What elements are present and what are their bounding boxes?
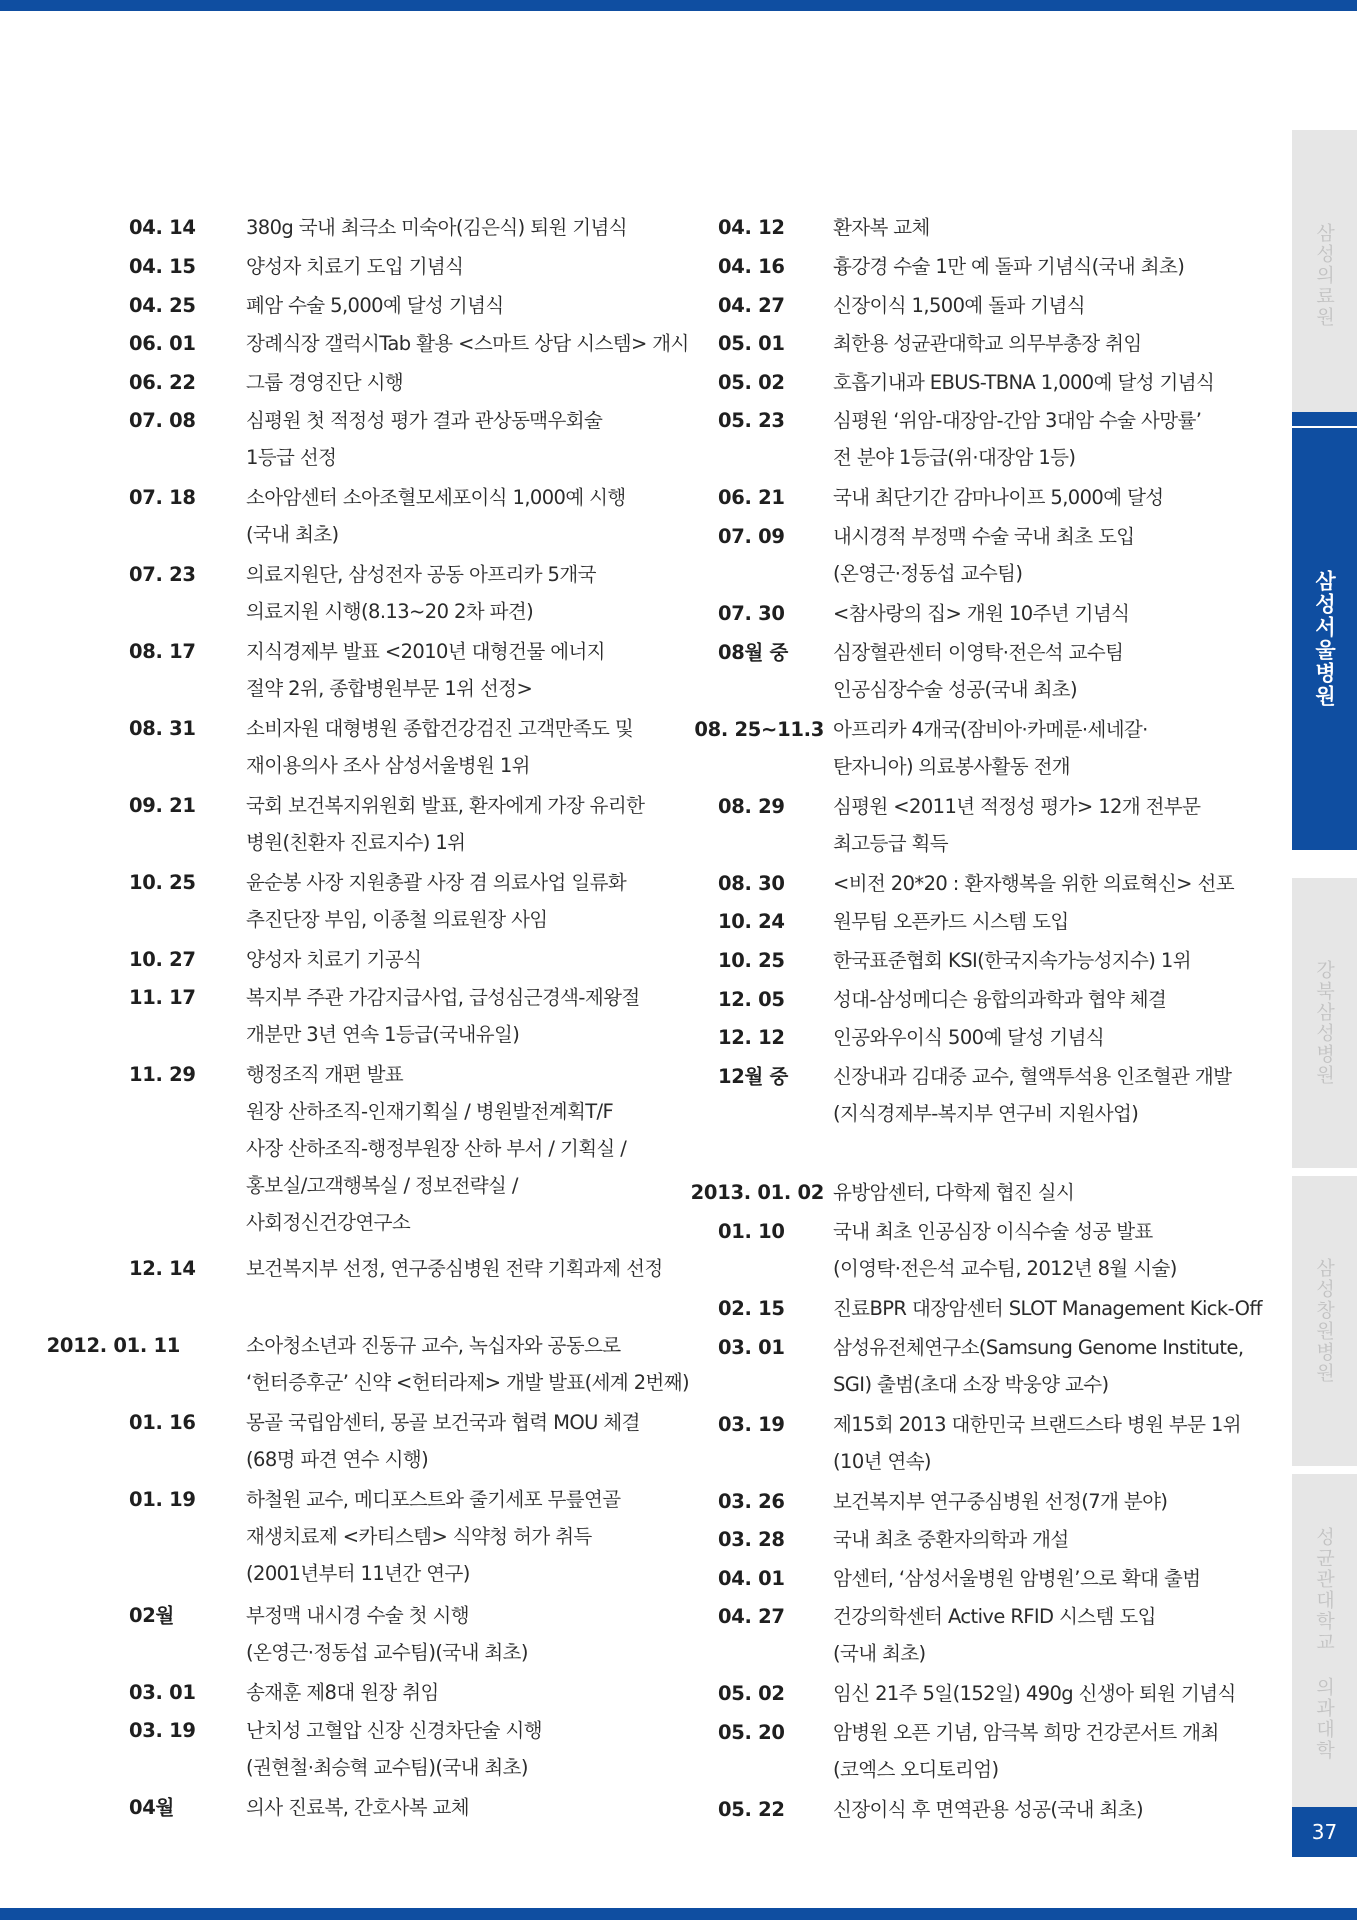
entry-date: 03. 28 — [718, 1528, 785, 1551]
entry-line: (68명 파견 연수 시행) — [246, 1448, 429, 1471]
entry-description — [246, 979, 656, 1053]
entry-line: (국내 최초) — [833, 1642, 926, 1665]
entry-line: 1등급 선정 — [246, 446, 337, 469]
entry-date: 11. 17 — [129, 986, 196, 1009]
entry-line: 환자복 교체 — [833, 216, 930, 239]
entry-date: 04. 27 — [718, 294, 785, 317]
entry-date: 05. 23 — [718, 409, 785, 432]
entry-line: 양성자 치료기 기공식 — [246, 948, 422, 971]
entry-date: 07. 18 — [129, 486, 196, 509]
entry-description — [833, 865, 1233, 902]
entry-line: 의료지원단, 삼성전자 공동 아프리카 5개국 — [246, 563, 596, 586]
entry-line: 암센터, ‘삼성서울병원 암병원’으로 확대 출범 — [833, 1567, 1201, 1590]
entry-description — [833, 788, 1233, 862]
entry-line: 심장혈관센터 이영탁·전은석 교수팀 — [833, 641, 1124, 664]
entry-date: 12. 12 — [718, 1026, 785, 1049]
entry-date: 04. 15 — [129, 255, 196, 278]
entry-date: 09. 21 — [129, 794, 196, 817]
entry-date: 08월 중 — [718, 641, 789, 664]
entry-line: 국내 최초 중환자의학과 개설 — [833, 1528, 1069, 1551]
entry-date: 05. 20 — [718, 1721, 785, 1744]
entry-date: 01. 19 — [129, 1488, 196, 1511]
entry-line: 재생치료제 <카티스템> 식약청 허가 취득 — [246, 1525, 592, 1548]
entry-line: 아프리카 4개국(잠비아·카메룬·세네갈· — [833, 718, 1148, 741]
entry-description — [246, 941, 656, 978]
entry-date: 05. 02 — [718, 371, 785, 394]
entry-line: 성대-삼성메디슨 융합의과학과 협약 체결 — [833, 988, 1167, 1011]
entry-description — [833, 364, 1233, 401]
entry-description — [833, 248, 1233, 285]
entry-date: 05. 02 — [718, 1682, 785, 1705]
entry-line: 암병원 오픈 기념, 암극복 희망 건강콘서트 개최 — [833, 1721, 1219, 1744]
entry-line: 복지부 주관 가감지급사업, 급성심근경색-제왕절 — [246, 986, 640, 1009]
entry-line: (10년 연속) — [833, 1450, 931, 1473]
entry-date: 01. 16 — [129, 1411, 196, 1434]
entry-description — [833, 1560, 1233, 1597]
entry-date: 2013. 01. 02 — [690, 1181, 824, 1204]
entry-date: 12. 05 — [718, 988, 785, 1011]
entry-description — [833, 1213, 1233, 1287]
entry-description — [246, 1481, 656, 1592]
entry-line: 재이용의사 조사 삼성서울병원 1위 — [246, 754, 530, 777]
bottom-accent-bar — [0, 1908, 1357, 1920]
entry-line: 그룹 경영진단 시행 — [246, 371, 404, 394]
entry-line: (권현철·최승혁 교수팀)(국내 최초) — [246, 1756, 528, 1779]
entry-date: 10. 27 — [129, 948, 196, 971]
entry-line: 보건복지부 선정, 연구중심병원 전략 기획과제 선정 — [246, 1257, 663, 1280]
top-accent-bar — [0, 0, 1357, 11]
entry-date: 03. 19 — [129, 1719, 196, 1742]
entry-description — [246, 1056, 656, 1241]
entry-description — [246, 209, 656, 246]
entry-description — [833, 325, 1233, 362]
entry-line: (코엑스 오디토리엄) — [833, 1758, 999, 1781]
entry-date: 08. 31 — [129, 717, 196, 740]
entry-line: 폐암 수술 5,000예 달성 기념식 — [246, 294, 504, 317]
entry-line: 보건복지부 연구중심병원 선정(7개 분야) — [833, 1490, 1168, 1513]
entry-description — [833, 903, 1233, 940]
entry-line: 홍보실/고객행복실 / 정보전략실 / — [246, 1174, 518, 1197]
entry-date: 03. 01 — [718, 1336, 785, 1359]
tab-1[interactable] — [1292, 130, 1357, 420]
entry-line: ‘헌터증후군’ 신약 <헌터라제> 개발 발표(세계 2번째) — [246, 1371, 689, 1394]
entry-description — [833, 1598, 1233, 1672]
entry-date: 10. 24 — [718, 910, 785, 933]
entry-description — [246, 787, 656, 861]
entry-date: 07. 30 — [718, 602, 785, 625]
entry-line: (국내 최초) — [246, 523, 339, 546]
entry-line: 신장내과 김대중 교수, 혈액투석용 인조혈관 개발 — [833, 1065, 1232, 1088]
entry-description — [246, 402, 656, 476]
tab-2[interactable] — [1292, 428, 1357, 850]
entry-line: 사회정신건강연구소 — [246, 1211, 411, 1234]
entry-line: 양성자 치료기 도입 기념식 — [246, 255, 464, 278]
entry-line: 전 분야 1등급(위·대장암 1등) — [833, 446, 1076, 469]
entry-date: 07. 23 — [129, 563, 196, 586]
entry-line: 윤순봉 사장 지원총괄 사장 겸 의료사업 일류화 — [246, 871, 627, 894]
entry-line: 원장 산하조직-인재기획실 / 병원발전계획T/F — [246, 1100, 614, 1123]
entry-line: <참사랑의 집> 개원 10주년 기념식 — [833, 602, 1130, 625]
entry-line: 지식경제부 발표 <2010년 대형건물 에너지 — [246, 640, 605, 663]
entry-description — [833, 1675, 1236, 1712]
entry-description — [833, 981, 1233, 1018]
entry-description — [833, 1290, 1262, 1327]
entry-description — [833, 1329, 1244, 1403]
entry-line: 난치성 고혈압 신장 신경차단술 시행 — [246, 1719, 542, 1742]
entry-description — [246, 1250, 663, 1287]
entry-line: 제15회 2013 대한민국 브랜드스타 병원 부문 1위 — [833, 1413, 1242, 1436]
tab-label: 삼성의료원 — [1313, 222, 1335, 328]
entry-description — [833, 402, 1233, 476]
entry-description — [246, 1597, 656, 1671]
entry-line: 의사 진료복, 간호사복 교체 — [246, 1796, 470, 1819]
entry-date: 06. 01 — [129, 332, 196, 355]
entry-description — [246, 287, 656, 324]
entry-line: 추진단장 부임, 이종철 의료원장 사임 — [246, 908, 548, 931]
entry-description — [833, 518, 1233, 592]
entry-date: 03. 01 — [129, 1681, 196, 1704]
entry-description — [833, 595, 1233, 632]
entry-date: 04. 25 — [129, 294, 196, 317]
tab-4[interactable] — [1292, 1176, 1357, 1466]
entry-line: SGI) 출범(초대 소장 박웅양 교수) — [833, 1373, 1109, 1396]
entry-line: (2001년부터 11년간 연구) — [246, 1562, 470, 1585]
entry-description — [246, 325, 689, 362]
entry-line: 신장이식 후 면역관용 성공(국내 최초) — [833, 1798, 1143, 1821]
entry-description — [833, 711, 1233, 785]
entry-line: 흉강경 수술 1만 예 돌파 기념식(국내 최초) — [833, 255, 1185, 278]
entry-description — [833, 287, 1233, 324]
entry-line: 380g 국내 최극소 미숙아(김은식) 퇴원 기념식 — [246, 216, 627, 239]
entry-line: 원무팀 오픈카드 시스템 도입 — [833, 910, 1069, 933]
entry-description — [246, 1789, 656, 1826]
entry-line: 송재훈 제8대 원장 취임 — [246, 1681, 439, 1704]
entry-line: <비전 20*20 : 환자행복을 위한 의료혁신> 선포 — [833, 872, 1234, 895]
entry-line: 인공심장수술 성공(국내 최초) — [833, 678, 1078, 701]
entry-line: 장례식장 갤럭시Tab 활용 <스마트 상담 시스템> 개시 — [246, 332, 689, 355]
entry-date: 05. 01 — [718, 332, 785, 355]
entry-description — [246, 710, 656, 784]
entry-line: 개분만 3년 연속 1등급(국내유일) — [246, 1023, 520, 1046]
tab-5[interactable] — [1292, 1474, 1357, 1814]
entry-line: 부정맥 내시경 수술 첫 시행 — [246, 1604, 470, 1627]
entry-date: 06. 21 — [718, 486, 785, 509]
entry-line: 한국표준협회 KSI(한국지속가능성지수) 1위 — [833, 949, 1191, 972]
entry-date: 04월 — [129, 1796, 175, 1819]
entry-date: 08. 17 — [129, 640, 196, 663]
entry-description — [833, 1058, 1233, 1132]
entry-date: 02월 — [129, 1604, 175, 1627]
entry-date: 08. 29 — [718, 795, 785, 818]
entry-description — [833, 1174, 1233, 1211]
tab-divider — [1292, 831, 1357, 845]
entry-line: 심평원 첫 적정성 평가 결과 관상동맥우회술 — [246, 409, 603, 432]
tab-label: 성균관대학교 의과대학 — [1313, 1527, 1335, 1761]
entry-line: (온영근·정동섭 교수팀) — [833, 562, 1023, 585]
tab-label: 삼성서울병원 — [1312, 570, 1337, 708]
entry-line: 건강의학센터 Active RFID 시스템 도입 — [833, 1605, 1156, 1628]
entry-line: 행정조직 개편 발표 — [246, 1063, 404, 1086]
entry-description — [833, 1483, 1233, 1520]
entry-line: 내시경적 부정맥 수술 국내 최초 도입 — [833, 525, 1135, 548]
entry-line: 인공와우이식 500예 달성 기념식 — [833, 1026, 1105, 1049]
entry-date: 07. 09 — [718, 525, 785, 548]
entry-description — [833, 209, 1233, 246]
entry-date: 12월 중 — [718, 1065, 789, 1088]
entry-line: 국회 보건복지위원회 발표, 환자에게 가장 유리한 — [246, 794, 645, 817]
entry-line: (이영탁·전은석 교수팀, 2012년 8월 시술) — [833, 1257, 1177, 1280]
tab-label: 삼성창원병원 — [1313, 1258, 1335, 1384]
entry-description — [833, 634, 1233, 708]
entry-line: 신장이식 1,500예 돌파 기념식 — [833, 294, 1085, 317]
entry-description — [246, 1674, 656, 1711]
entry-line: 임신 21주 5일(152일) 490g 신생아 퇴원 기념식 — [833, 1682, 1236, 1705]
entry-description — [833, 1019, 1233, 1056]
entry-line: 소아청소년과 진동규 교수, 녹십자와 공동으로 — [246, 1334, 621, 1357]
entry-date: 07. 08 — [129, 409, 196, 432]
entry-line: 최한용 성균관대학교 의무부총장 취임 — [833, 332, 1142, 355]
entry-line: 사장 산하조직-행정부원장 산하 부서 / 기획실 / — [246, 1137, 627, 1160]
entry-date: 08. 25~11.3 — [694, 718, 824, 741]
entry-line: 진료BPR 대장암센터 SLOT Management Kick-Off — [833, 1297, 1262, 1320]
entry-line: (지식경제부-복지부 연구비 지원사업) — [833, 1102, 1139, 1125]
entry-date: 10. 25 — [129, 871, 196, 894]
entry-description — [833, 1791, 1233, 1828]
entry-line: 의료지원 시행(8.13~20 2차 파견) — [246, 600, 534, 623]
entry-description — [246, 364, 656, 401]
entry-date: 04. 16 — [718, 255, 785, 278]
entry-line: 삼성유전체연구소(Samsung Genome Institute, — [833, 1336, 1244, 1359]
entry-date: 04. 01 — [718, 1567, 785, 1590]
entry-date: 03. 19 — [718, 1413, 785, 1436]
tab-label: 강북삼성병원 — [1313, 960, 1335, 1086]
entry-date: 01. 10 — [718, 1220, 785, 1243]
entry-description — [833, 479, 1233, 516]
entry-line: 유방암센터, 다학제 협진 실시 — [833, 1181, 1075, 1204]
entry-line: (온영근·정동섭 교수팀)(국내 최초) — [246, 1641, 528, 1664]
entry-description — [833, 1406, 1242, 1480]
entry-description — [246, 248, 656, 285]
entry-description — [246, 1404, 656, 1478]
entry-description — [833, 942, 1233, 979]
entry-date: 12. 14 — [129, 1257, 196, 1280]
entry-line: 하철원 교수, 메디포스트와 줄기세포 무릎연골 — [246, 1488, 621, 1511]
entry-line: 국내 최초 인공심장 이식수술 성공 발표 — [833, 1220, 1153, 1243]
entry-line: 심평원 <2011년 적정성 평가> 12개 전부문 — [833, 795, 1201, 818]
entry-description — [246, 556, 656, 630]
entry-line: 탄자니아) 의료봉사활동 전개 — [833, 755, 1071, 778]
entry-date: 05. 22 — [718, 1798, 785, 1821]
entry-line: 호흡기내과 EBUS-TBNA 1,000예 달성 기념식 — [833, 371, 1215, 394]
entry-line: 국내 최단기간 감마나이프 5,000예 달성 — [833, 486, 1164, 509]
entry-date: 08. 30 — [718, 872, 785, 895]
entry-description — [246, 1327, 689, 1401]
entry-line: 절약 2위, 종합병원부문 1위 선정> — [246, 677, 533, 700]
entry-description — [246, 1712, 656, 1786]
tab-3[interactable] — [1292, 878, 1357, 1168]
entry-description — [246, 479, 656, 553]
entry-date: 04. 12 — [718, 216, 785, 239]
entry-date: 02. 15 — [718, 1297, 785, 1320]
entry-date: 03. 26 — [718, 1490, 785, 1513]
entry-line: 몽골 국립암센터, 몽골 보건국과 협력 MOU 체결 — [246, 1411, 640, 1434]
entry-line: 병원(친환자 진료지수) 1위 — [246, 831, 466, 854]
entry-date: 06. 22 — [129, 371, 196, 394]
entry-date: 04. 27 — [718, 1605, 785, 1628]
entry-line: 소비자원 대형병원 종합건강검진 고객만족도 및 — [246, 717, 634, 740]
entry-description — [833, 1521, 1233, 1558]
entry-line: 최고등급 획득 — [833, 832, 949, 855]
entry-date: 10. 25 — [718, 949, 785, 972]
entry-description — [833, 1714, 1233, 1788]
tab-divider — [1292, 412, 1357, 426]
entry-description — [246, 633, 656, 707]
entry-description — [246, 864, 656, 938]
page-number: 37 — [1292, 1807, 1357, 1857]
entry-date: 11. 29 — [129, 1063, 196, 1086]
entry-date: 04. 14 — [129, 216, 196, 239]
entry-line: 소아암센터 소아조혈모세포이식 1,000예 시행 — [246, 486, 626, 509]
entry-date: 2012. 01. 11 — [46, 1334, 180, 1357]
entry-line: 심평원 ‘위암-대장암-간암 3대암 수술 사망률’ — [833, 409, 1202, 432]
